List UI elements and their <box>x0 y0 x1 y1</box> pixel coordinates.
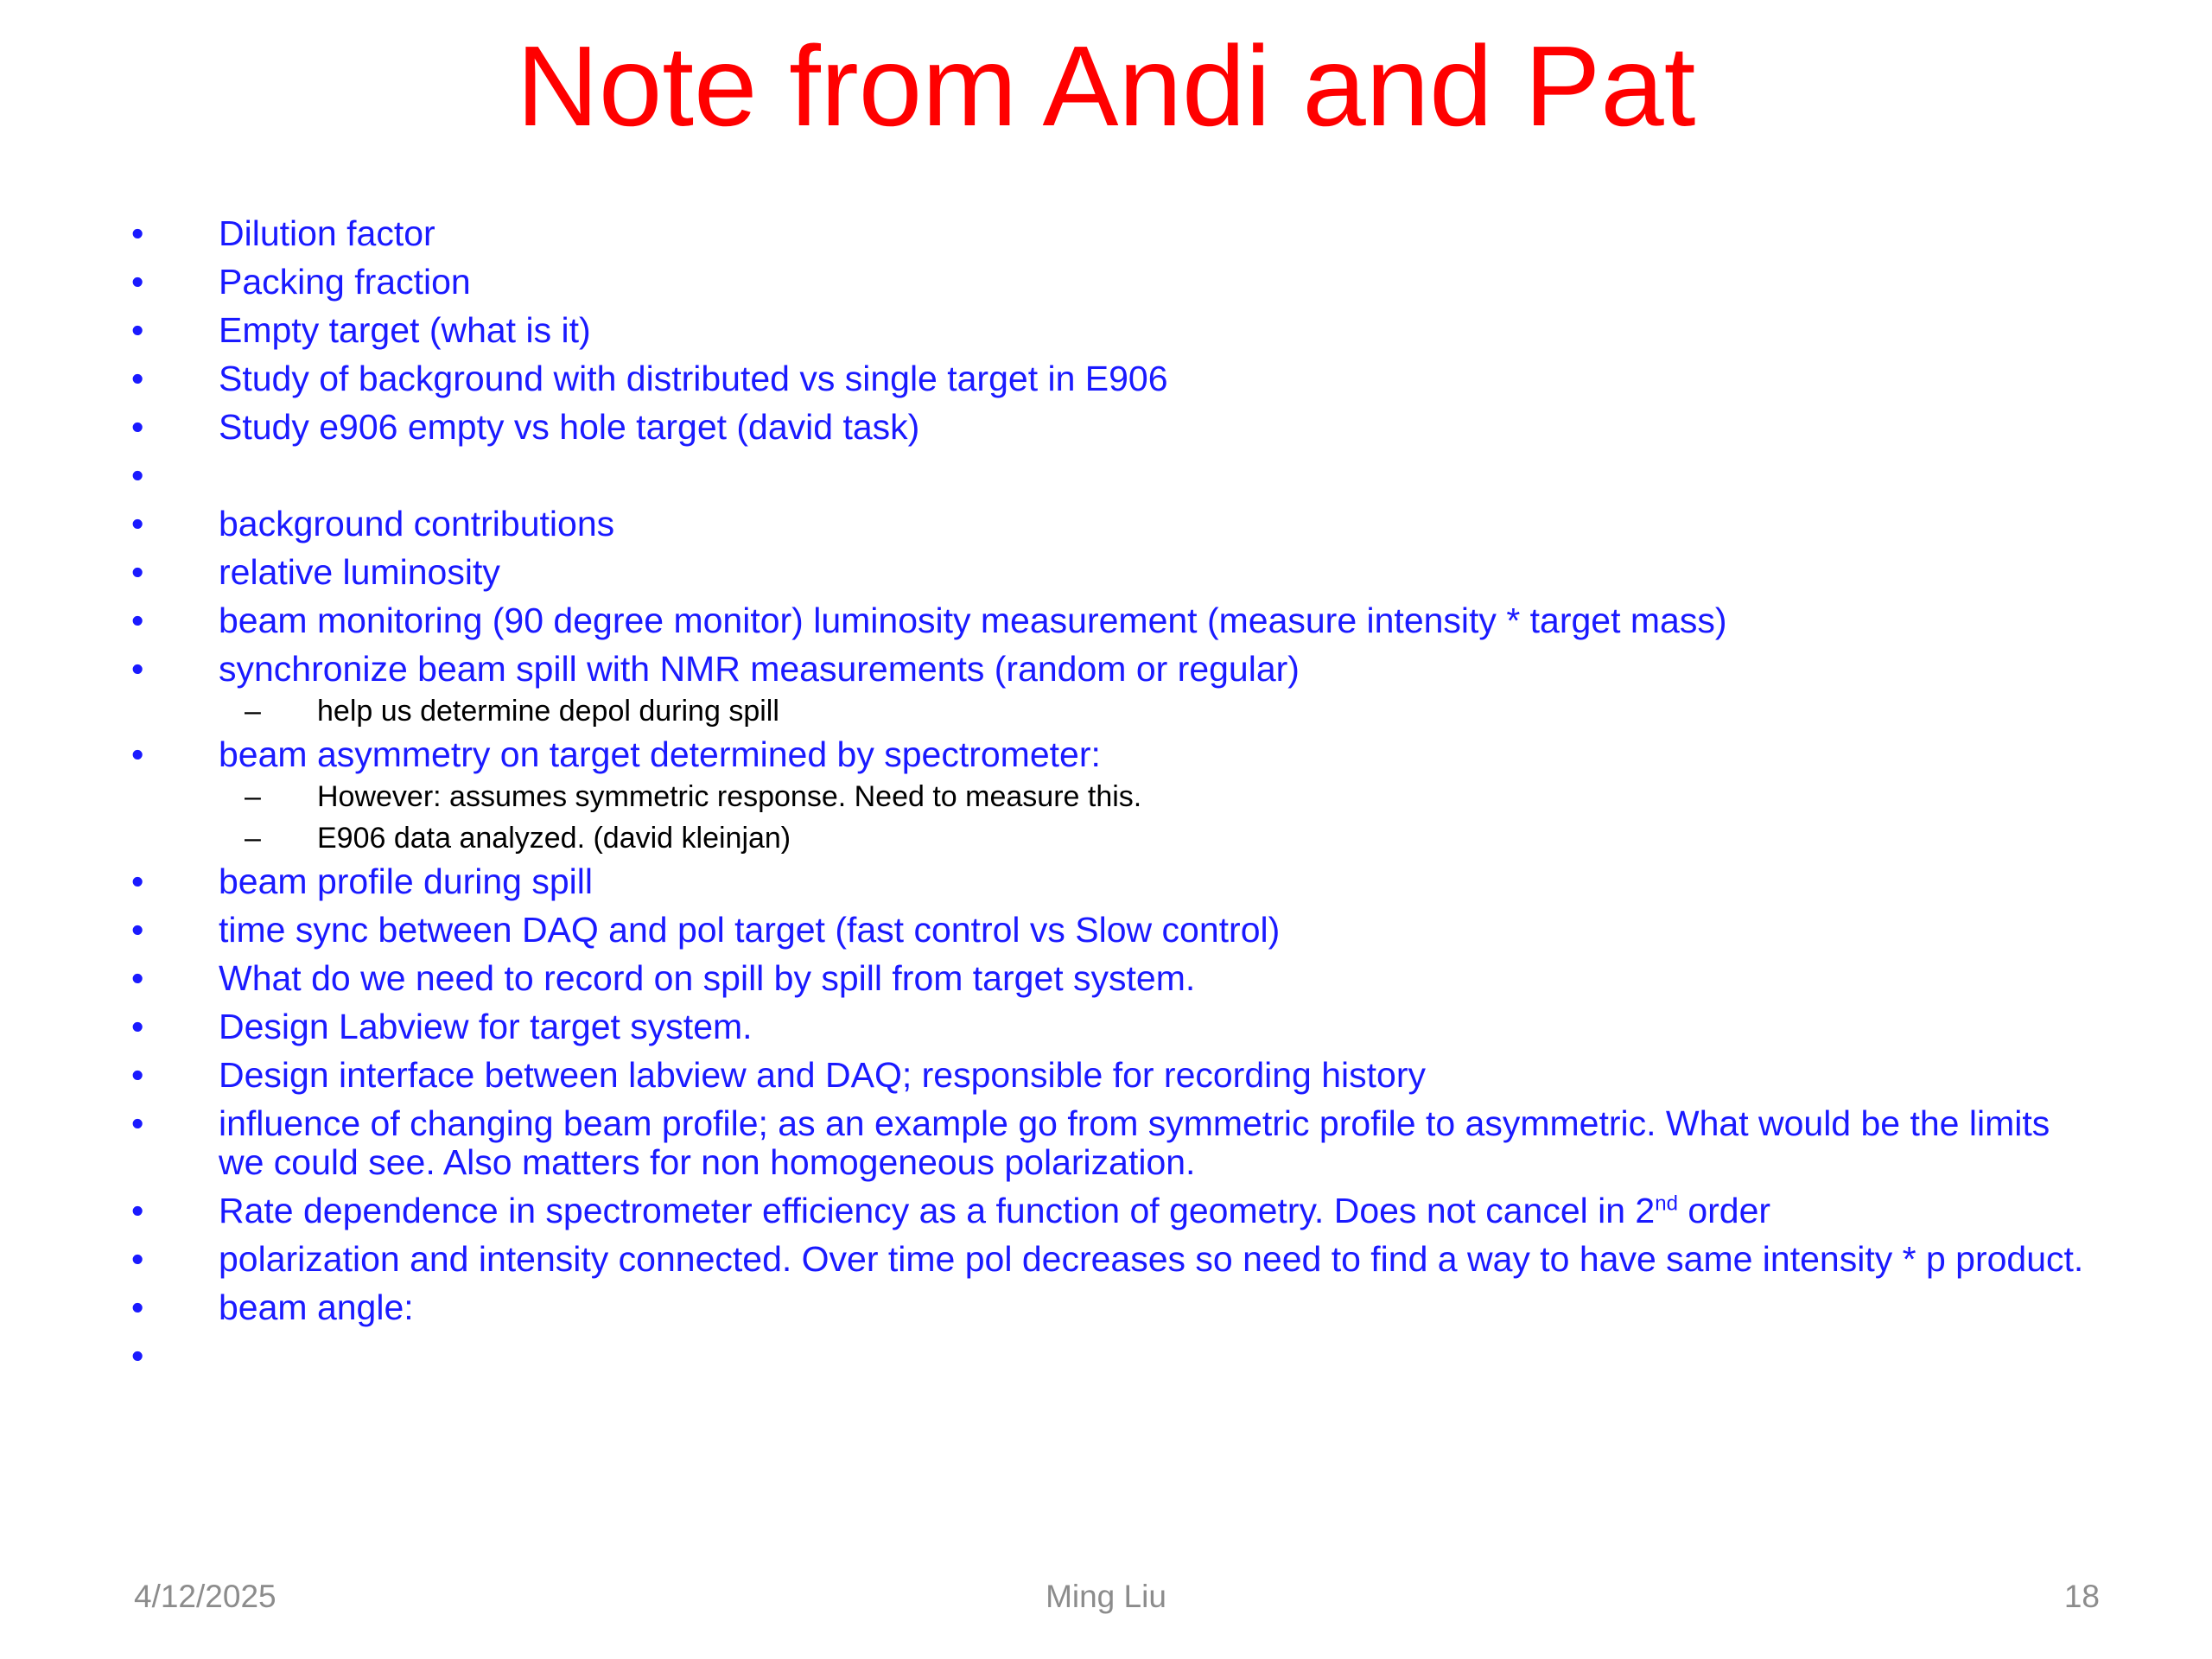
list-item <box>0 359 2212 398</box>
list-item <box>0 959 2212 998</box>
list-item <box>0 408 2212 447</box>
list-item-text: polarization and intensity connected. Over time pol decreases so need to find a way to have same intensity * p product. <box>219 1239 2084 1279</box>
list-item <box>0 1056 2212 1095</box>
bullet-icon: • <box>131 213 144 253</box>
list-item-text: relative luminosity <box>219 552 500 592</box>
footer-page-number: 18 <box>2063 1579 2100 1614</box>
list-item <box>0 601 2212 640</box>
list-item-text: influence of changing beam profile; as an example go from symmetric profile to asymmetric. What would be the limits we could see. Also matters for non homogeneous polarization. <box>219 1103 2050 1182</box>
list-item <box>0 311 2212 350</box>
list-item-empty <box>0 456 2212 495</box>
list-item-text: Study e906 empty vs hole target (david task) <box>219 407 920 447</box>
list-item-text: Packing fraction <box>219 262 471 302</box>
bullet-icon: • <box>131 407 144 447</box>
list-item <box>0 650 2212 689</box>
bullet-icon: • <box>131 552 144 592</box>
bullet-icon: • <box>131 455 144 495</box>
dash-icon: – <box>245 780 261 813</box>
list-item-text: time sync between DAQ and pol target (fast control vs Slow control) <box>219 910 1281 950</box>
sub-list-item <box>0 821 2212 855</box>
bullet-icon: • <box>131 1191 144 1230</box>
list-item <box>0 553 2212 592</box>
ordinal-superscript: nd <box>1655 1192 1678 1216</box>
dash-icon: – <box>245 822 261 855</box>
list-item <box>0 1192 2212 1230</box>
list-item <box>0 1240 2212 1279</box>
bullet-icon: • <box>131 910 144 950</box>
list-item-text: beam asymmetry on target determined by spectrometer: <box>219 734 1101 774</box>
list-item <box>0 505 2212 543</box>
bullet-icon: • <box>131 310 144 350</box>
bullet-icon: • <box>131 649 144 689</box>
list-item <box>0 911 2212 950</box>
list-item-text: Design Labview for target system. <box>219 1007 753 1046</box>
bullet-icon: • <box>131 1336 144 1376</box>
footer-author: Ming Liu <box>1046 1579 1166 1614</box>
bullet-icon: • <box>131 1007 144 1046</box>
list-item <box>0 862 2212 901</box>
bullet-icon: • <box>131 1239 144 1279</box>
bullet-list <box>0 214 2212 1385</box>
bullet-icon: • <box>131 958 144 998</box>
list-item-text: Empty target (what is it) <box>219 310 591 350</box>
list-item-text: Rate dependence in spectrometer efficiency as a function of geometry. Does not cancel in 2 <box>219 1191 1656 1230</box>
bullet-icon: • <box>131 504 144 543</box>
dash-icon: – <box>245 695 261 728</box>
list-item-text: beam monitoring (90 degree monitor) luminosity measurement (measure intensity * target mass) <box>219 601 1727 640</box>
slide-title: Note from Andi and Pat <box>516 22 1696 149</box>
bullet-icon: • <box>131 262 144 302</box>
bullet-icon: • <box>131 734 144 774</box>
list-item-text-tail: order <box>1677 1191 1771 1230</box>
list-item-text: beam angle: <box>219 1287 414 1327</box>
list-item-text: beam profile during spill <box>219 861 594 901</box>
bullet-icon: • <box>131 1103 144 1143</box>
list-item-text: Study of background with distributed vs single target in E906 <box>219 359 1168 398</box>
list-item-text: background contributions <box>219 504 615 543</box>
bullet-icon: • <box>131 359 144 398</box>
sub-list-item <box>0 694 2212 728</box>
footer-date: 4/12/2025 <box>134 1579 276 1614</box>
list-item-empty <box>0 1337 2212 1376</box>
list-item <box>0 1104 2212 1182</box>
sub-list-item-text: help us determine depol during spill <box>317 695 779 728</box>
list-item <box>0 1288 2212 1327</box>
bullet-icon: • <box>131 861 144 901</box>
list-item <box>0 735 2212 774</box>
list-item <box>0 214 2212 253</box>
sub-list-item-text: E906 data analyzed. (david kleinjan) <box>317 822 791 855</box>
bullet-icon: • <box>131 1287 144 1327</box>
list-item-text: What do we need to record on spill by spill from target system. <box>219 958 1196 998</box>
bullet-icon: • <box>131 1055 144 1095</box>
sub-list-item <box>0 779 2212 814</box>
list-item <box>0 263 2212 302</box>
list-item <box>0 1007 2212 1046</box>
list-item-text: Dilution factor <box>219 213 435 253</box>
sub-list-item-text: However: assumes symmetric response. Need to measure this. <box>317 780 1142 813</box>
list-item-text: Design interface between labview and DAQ; responsible for recording history <box>219 1055 1427 1095</box>
list-item-text: synchronize beam spill with NMR measurements (random or regular) <box>219 649 1300 689</box>
bullet-icon: • <box>131 601 144 640</box>
